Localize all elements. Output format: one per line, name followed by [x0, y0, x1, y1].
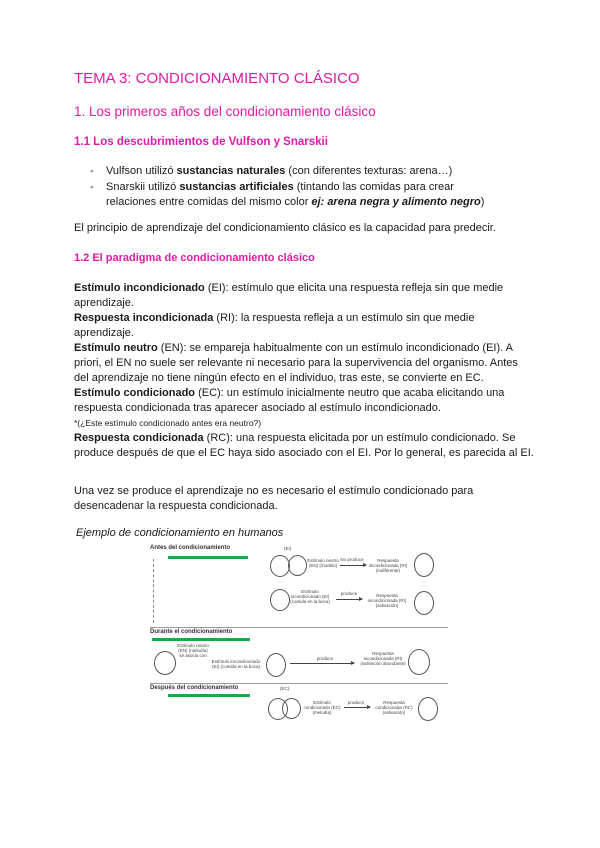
- definition-rc: Respuesta condicionada (RC): una respuesta elicitada por un estímulo condicionado. Se produce después de que el EC haya sido asociado con el EI. Por lo general, es parecida al EI.: [74, 432, 534, 459]
- figure-arrow: [290, 663, 354, 664]
- section-heading-1-2: 1.2 El paradigma de condicionamiento clásico: [74, 252, 315, 264]
- figure-caption: Ejemplo de condicionamiento en humanos: [76, 527, 284, 539]
- conditioning-figure: [150, 543, 448, 741]
- figure-after-underline: [168, 694, 250, 697]
- bullet-text: Snarskii utilizó: [106, 181, 180, 193]
- definition-ec-note: *(¿Este estímulo condicionado antes era neutro?): [74, 418, 262, 428]
- person-face-icon: [414, 553, 434, 577]
- person-face-icon: [414, 591, 434, 615]
- person-face-icon: [282, 698, 301, 719]
- definition-ri: Respuesta incondicionada (RI): la respuesta refleja a un estímulo sin que medie aprendizaje.: [74, 312, 475, 339]
- bullet-text: ): [480, 196, 485, 208]
- bullet-bold: sustancias artificiales: [179, 181, 294, 193]
- definition-en: Estímulo neutro (EN): se empareja habitualmente con un estímulo incondicionado (EI). A priori, el EN no suele ser relevante ni necesario para la supervivencia del organismo. Antes del aprendizaje no tiene ningún efecto en el individuo, tras este, se convierte en EC.: [74, 342, 518, 384]
- bullet-vulfson: [90, 164, 510, 179]
- figure-before-margin: [153, 559, 154, 623]
- bullet-snarskii: [90, 180, 510, 210]
- person-face-icon: [418, 697, 438, 721]
- figure-divider: [150, 683, 448, 684]
- person-face-icon: [270, 555, 290, 577]
- paragraph-principle: El principio de aprendizaje del condicionamiento clásico es la capacidad para predecir.: [74, 222, 496, 234]
- figure-after-code: (EC): [280, 686, 290, 691]
- figure-during-produce: produce: [316, 656, 334, 661]
- definition-ei: Estímulo incondicionado (EI): estímulo que elicita una respuesta refleja sin que medie aprendizaje.: [74, 282, 504, 309]
- figure-after-rc: Respuesta condicionada (RC) (salivación): [375, 700, 413, 715]
- figure-during-ei: Estímulo incondicionado (EI) (comida en la boca): [211, 659, 261, 669]
- figure-arrow: [344, 707, 370, 708]
- person-face-icon: [270, 589, 290, 611]
- figure-during-underline: [152, 638, 250, 641]
- figure-during-en: Estímulo neutro (EN) (melodía) se asocia con: [177, 643, 209, 658]
- person-face-icon: [288, 555, 307, 576]
- bullet-dash: -: [90, 181, 94, 193]
- figure-ei-box: Estímulo incondicionado (EI) (comida en la boca): [290, 589, 330, 604]
- bullet-text: Vulfson utilizó: [106, 165, 177, 177]
- bullet-dash: -: [90, 165, 94, 177]
- person-face-icon: [266, 653, 286, 677]
- figure-after-label: Después del condicionamiento: [150, 685, 239, 691]
- definitions-block: [74, 281, 534, 461]
- definition-ec: Estímulo condicionado (EC): un estímulo inicialmente neutro que acaba elicitando una respuesta condicionada tras aparecer asociado al estímulo incondicionado.: [74, 387, 505, 414]
- bullet-text: (con diferentes texturas: arena…): [285, 165, 453, 177]
- figure-produce: produce: [340, 591, 358, 596]
- figure-no-produce: No produce: [340, 557, 364, 562]
- bullet-bold: sustancias naturales: [176, 165, 286, 177]
- figure-during-label: Durante el condicionamiento: [150, 629, 233, 635]
- bullet-text: (tintando las comidas para crear relaciones entre comidas del mismo color: [106, 181, 454, 208]
- person-face-icon: [408, 649, 430, 675]
- figure-during-ri: Respuesta incondicionada (RI) (salivación abundante): [360, 651, 406, 666]
- figure-arrow: [340, 565, 366, 566]
- figure-resp-before: Respuesta incondicionada (RI) (indiferente): [368, 558, 408, 573]
- figure-after-produce: produce: [347, 700, 365, 705]
- figure-en-code: (EI): [284, 546, 292, 551]
- paragraph-conclusion: Una vez se produce el aprendizaje no es necesario el estímulo condicionado para desencadenar la respuesta condicionada.: [74, 485, 474, 512]
- figure-en-box: Estímulo neutro (EN) (modelo): [307, 558, 339, 568]
- person-face-icon: [154, 651, 176, 675]
- section-heading-1: 1. Los primeros años del condicionamiento clásico: [74, 104, 376, 119]
- figure-divider: [150, 627, 448, 628]
- figure-before-label: Antes del condicionamiento: [150, 545, 231, 551]
- page-title: TEMA 3: CONDICIONAMIENTO CLÁSICO: [74, 70, 360, 87]
- bullet-example: ej: arena negra y alimento negro: [311, 196, 481, 208]
- figure-ri-box: Respuesta incondicionada (RI) (salivación): [367, 593, 407, 608]
- figure-arrow: [336, 599, 362, 600]
- section-heading-1-1: 1.1 Los descubrimientos de Vulfson y Snarskii: [74, 136, 328, 148]
- figure-before-underline: [168, 556, 248, 559]
- figure-after-ec: Estímulo condicionado (EC) (melodía): [303, 700, 341, 715]
